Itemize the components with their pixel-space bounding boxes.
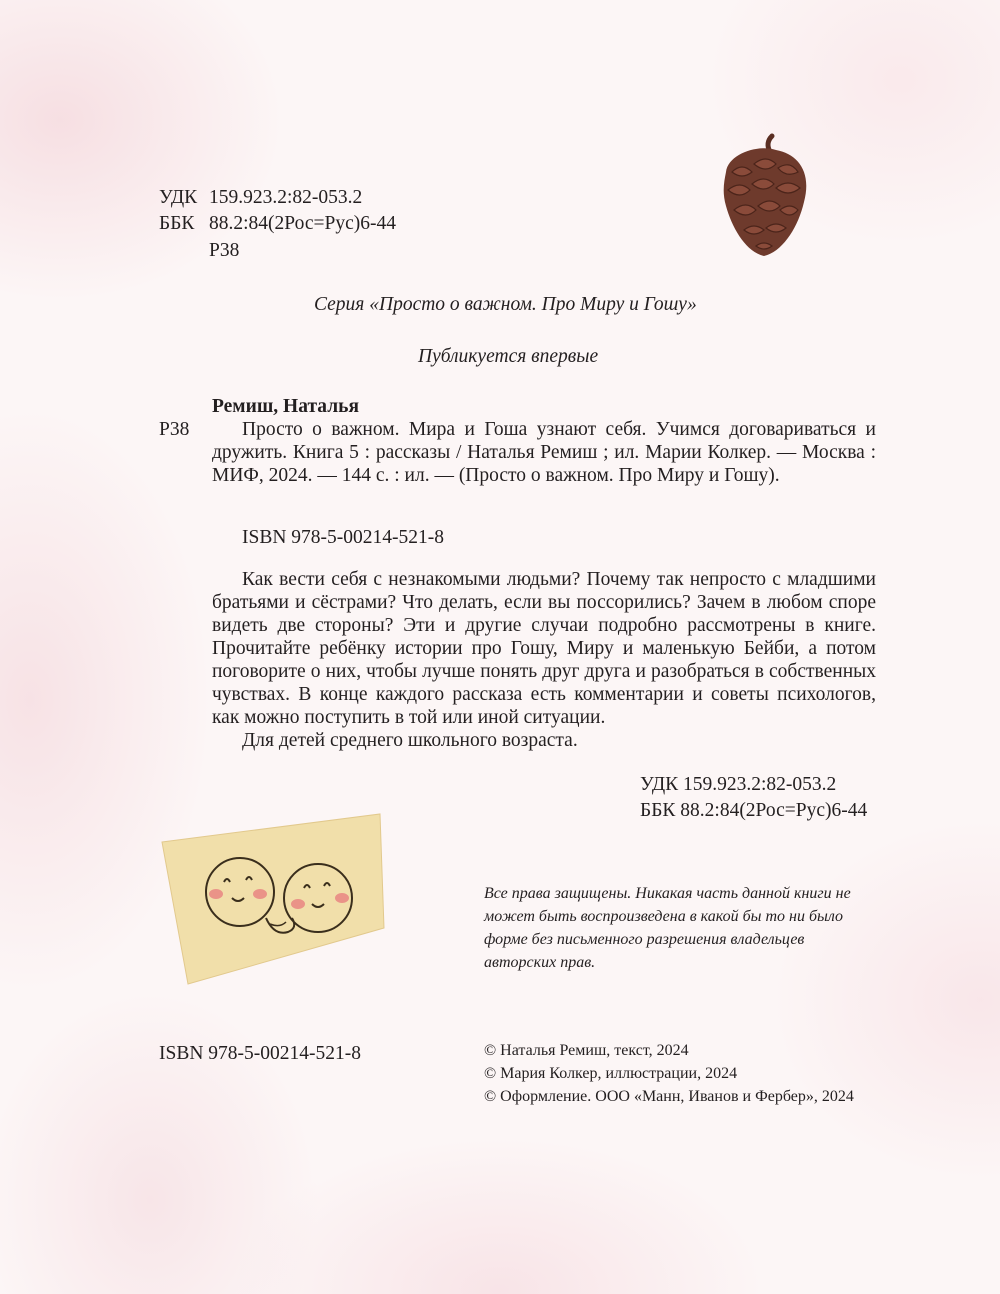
series-line: Серия «Просто о важном. Про Миру и Гошу» (314, 294, 697, 315)
author-heading: Ремиш, Наталья (212, 396, 359, 417)
entry-isbn: ISBN 978-5-00214-521-8 (242, 527, 445, 548)
isbn-bottom: ISBN 978-5-00214-521-8 (159, 1043, 362, 1064)
author-mark: Р38 (209, 240, 240, 261)
bbk-value: 88.2:84(2Рос=Рус)6-44 (209, 213, 397, 234)
udk-right: УДК 159.923.2:82-053.2 (640, 774, 837, 795)
bbk-label: ББК (159, 213, 195, 234)
entry-mark: Р38 (159, 419, 190, 440)
rights-notice: Все права защищены. Никакая часть данной книги не может быть воспроизведена в какой бы то ни было форме без письменного разрешения владельцев авторских прав. (484, 885, 851, 971)
description-text: Просто о важном. Мира и Гоша узнают себя. Учимся договариваться и дружить. Книга 5 : рассказы / Наталья Ремиш ; ил. Марии Колкер. — Москва : МИФ, 2024. — 144 с. : ил. — (Просто о важном. Про Миру и Гошу). (212, 419, 876, 486)
bibliographic-description (212, 418, 876, 487)
annotation-text: Как вести себя с незнакомыми людьми? Почему так непросто с младшими братьями и сёстрами? Что делать, если вы поссорились? Зачем в любом споре видеть две стороны? Эти и другие случаи подробно рассмотрены в книге. Прочитайте ребёнку истории про Гошу, Миру и маленькую Бейби, а потом поговорите о них, чтобы лучше понять друг друга и разобраться в собственных чувствах. В конце каждого рассказа есть комментарии и советы психологов, как можно поступить в той или иной ситуации. (212, 569, 876, 728)
udk-value: 159.923.2:82-053.2 (209, 187, 363, 208)
annotation (212, 568, 876, 729)
pinecone-illustration (718, 132, 818, 264)
bbk-right: ББК 88.2:84(2Рос=Рус)6-44 (640, 800, 868, 821)
first-published: Публикуется впервые (418, 346, 599, 367)
udk-label: УДК (159, 187, 198, 208)
audience-line: Для детей среднего школьного возраста. (242, 730, 578, 751)
paper-note-illustration (158, 808, 388, 988)
copyright-line: © Наталья Ремиш, текст, 2024 (484, 1042, 689, 1059)
copyright-line: © Мария Колкер, иллюстрации, 2024 (484, 1065, 738, 1082)
copyright-line: © Оформление. ООО «Манн, Иванов и Фербер», 2024 (484, 1088, 854, 1105)
